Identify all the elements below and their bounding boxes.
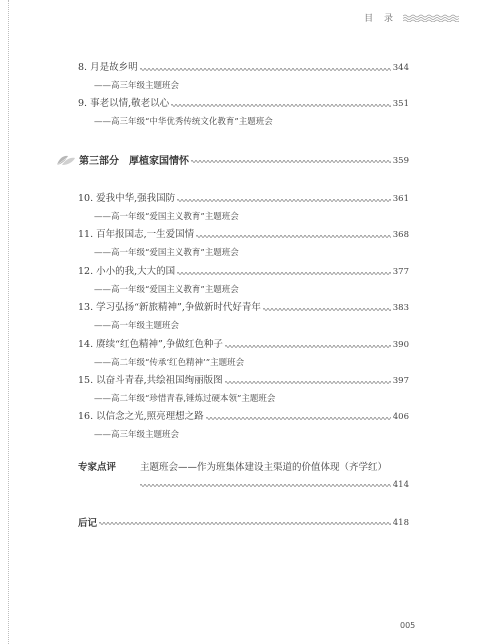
entry-title: 14. 赓续“红色精神”,争做红色种子 <box>78 339 223 350</box>
tilde-leader <box>263 307 391 312</box>
entry-subtitle: ——高一年级“爱国主义教育”主题班会 <box>94 248 239 258</box>
afterword-entry[interactable] <box>78 515 409 529</box>
entry-subtitle: ——高三年级“中华优秀传统文化教育”主题班会 <box>94 117 273 127</box>
page-number: 368 <box>392 230 409 240</box>
tilde-leader <box>140 483 391 488</box>
tilde-leader <box>99 521 391 526</box>
tilde-leader <box>171 103 391 108</box>
entry-subtitle: ——高二年级“珍惜青春,锤炼过硬本领”主题班会 <box>94 394 276 404</box>
entry-title: 11. 百年报国志,一生爱国情 <box>78 229 195 240</box>
entry-title: 9. 事老以情,敬老以心 <box>78 98 170 109</box>
tilde-leader <box>177 271 391 276</box>
tilde-leader <box>225 380 391 385</box>
tilde-leader <box>196 234 391 239</box>
page-number: 344 <box>392 63 409 73</box>
toc-entry[interactable] <box>78 98 409 110</box>
toc-entry[interactable] <box>78 62 409 74</box>
expert-commentary-title[interactable]: 主题班会——作为班集体建设主渠道的价值体现（齐学红） <box>140 462 388 473</box>
entry-subtitle: ——高三年级主题班会 <box>94 430 180 440</box>
entry-title: 13. 学习弘扬“新旅精神”,争做新时代好青年 <box>78 302 261 313</box>
page-number: 406 <box>392 412 409 422</box>
tilde-leader <box>177 198 391 203</box>
page-number: 359 <box>392 156 409 166</box>
entry-title: 15. 以奋斗青春,共绘祖国绚丽版图 <box>78 375 223 386</box>
header-title: 目 录 <box>364 14 397 24</box>
entry-title: 8. 月是故乡明 <box>78 62 138 73</box>
expert-commentary-label: 专家点评 <box>78 462 117 473</box>
tilde-leader <box>206 416 391 421</box>
toc-entry[interactable] <box>78 266 409 278</box>
leaf-icon <box>56 153 76 167</box>
part-title: 第三部分 厚植家国情怀 <box>79 156 189 167</box>
part-heading[interactable] <box>56 151 409 167</box>
page-number: 383 <box>392 303 409 313</box>
entry-title: 16. 以信念之光,照亮理想之路 <box>78 411 204 422</box>
page-number: 397 <box>392 376 409 386</box>
entry-subtitle: ——高一年级“爱国主义教育”主题班会 <box>94 212 239 222</box>
page-number: 418 <box>392 518 409 528</box>
toc-entry[interactable] <box>78 302 409 314</box>
toc-entry[interactable] <box>78 375 409 387</box>
toc-entry[interactable] <box>78 229 409 241</box>
entry-subtitle: ——高二年级“传承‘红色精神’”主题班会 <box>94 358 245 368</box>
entry-subtitle: ——高一年级“爱国主义教育”主题班会 <box>94 285 239 295</box>
tilde-leader <box>140 67 391 72</box>
toc-entry[interactable] <box>78 339 409 351</box>
toc-entry[interactable] <box>78 193 409 205</box>
entry-title: 12. 小小的我,大大的国 <box>78 266 176 277</box>
page-number: 351 <box>392 99 409 109</box>
tilde-leader <box>191 159 391 164</box>
page-number: 361 <box>392 194 409 204</box>
tilde-leader <box>225 344 391 349</box>
expert-commentary-leader-row <box>140 478 409 490</box>
afterword-title: 后记 <box>78 518 98 529</box>
entry-title: 10. 爱我中华,强我国防 <box>78 193 176 204</box>
folio-page-number: 005 <box>400 621 416 630</box>
toc-entry[interactable] <box>78 411 409 423</box>
page-number: 414 <box>392 480 409 490</box>
entry-subtitle: ——高三年级主题班会 <box>94 81 180 91</box>
page-number: 377 <box>392 267 409 277</box>
page-number: 390 <box>392 340 409 350</box>
entry-subtitle: ——高一年级主题班会 <box>94 321 180 331</box>
